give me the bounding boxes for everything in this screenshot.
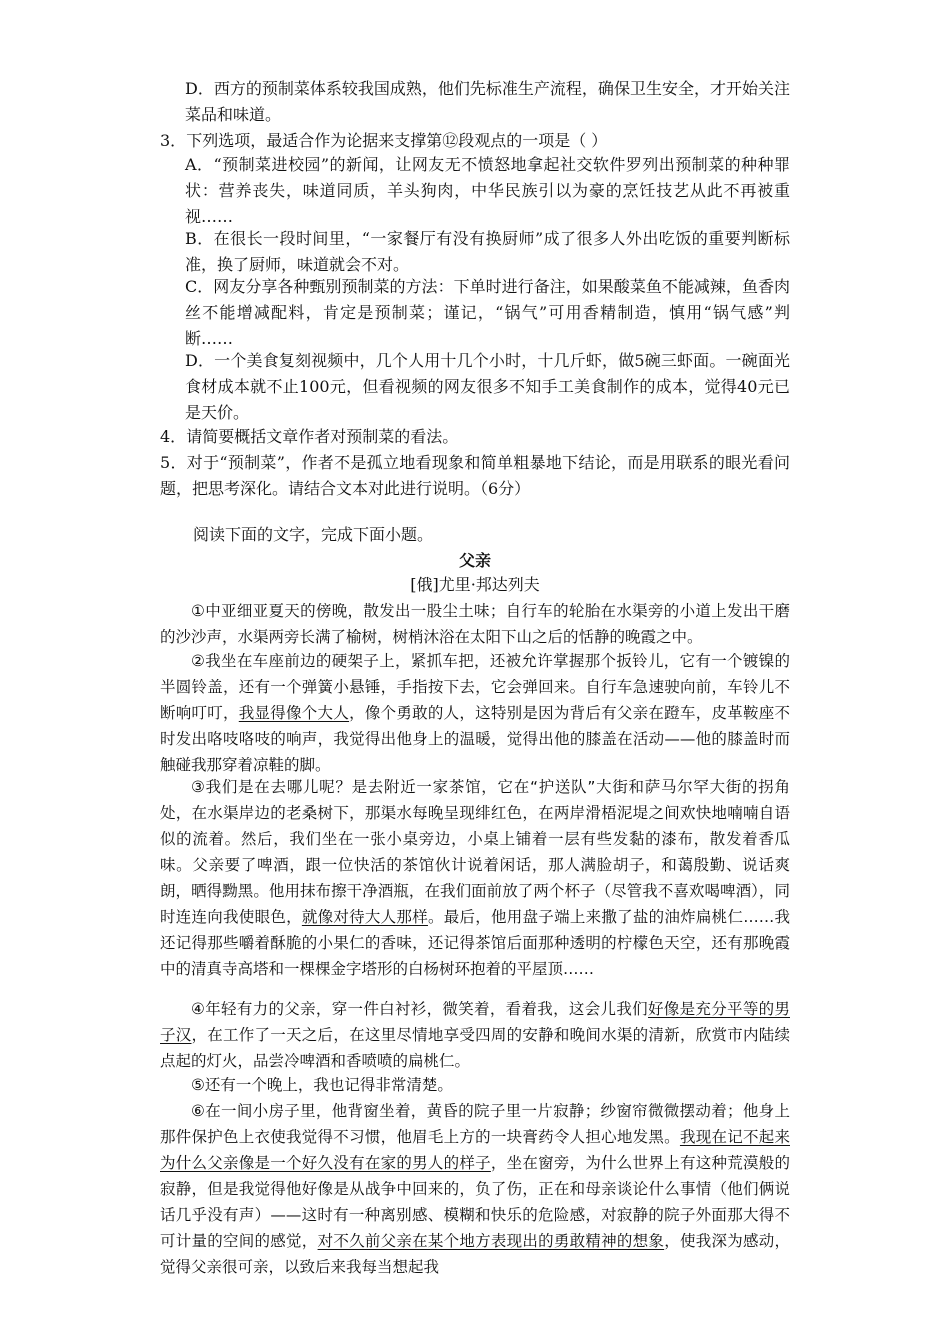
question-text: 对于“预制菜”，作者不是孤立地看现象和简单粗暴地下结论，而是用联系的眼光看问题，把思考深化。请结合文本对此进行说明。（6分）: [160, 453, 790, 498]
q3-stem: [160, 128, 790, 154]
story-title: 父亲: [458, 551, 491, 570]
story-author: [俄]尤里·邦达列夫: [410, 575, 540, 594]
paragraph-text: 。最后，他用盘子端上来撒了盐的油炸扁桃仁……我还记得那些嚼着酥脆的小果仁的香味，还记得茶馆后面那种透明的柠檬色天空，还有那晚霞中的清真寺高塔和一棵棵金字塔形的白杨树环抱着的平屋顶……: [160, 908, 790, 978]
story-paragraph-3: [160, 774, 790, 982]
underlined-phrase: 我显得像个大人: [238, 704, 350, 722]
option-label: A．: [185, 155, 214, 174]
story-paragraph-1: ①中亚细亚夏天的傍晚，散发出一股尘土味；自行车的轮胎在水渠旁的小道上发出干磨的沙沙声，水渠两旁长满了榆树，树梢沐浴在太阳下山之后的恬静的晚霞之中。: [160, 602, 790, 646]
question-number: 3．: [160, 131, 187, 150]
paragraph-text: ，在工作了一天之后，在这里尽情地享受四周的安静和晚间水渠的清新，欣赏市内陆续点起的灯火，品尝冷啤酒和香喷喷的扁桃仁。: [160, 1026, 790, 1070]
underlined-phrase: 就像对待大人那样: [301, 908, 428, 926]
underlined-phrase: 好像是充分平等的男子汉: [160, 1000, 790, 1044]
paragraph-text: ④年轻有力的父亲，穿一件白衬衫，微笑着，看着我，这会儿我们: [191, 1000, 648, 1018]
option-text: 在很长一段时间里，“一家餐厅有没有换厨师”成了很多人外出吃饭的重要判断标准，换了厨师，味道就会不对。: [185, 229, 790, 274]
underlined-phrase: 我现在记不起来为什么父亲像是一个好久没有在家的男人的样子: [160, 1128, 790, 1172]
question-number: 4．: [160, 427, 187, 446]
q2-option-d: [185, 76, 790, 128]
option-label: D．: [185, 351, 215, 370]
story-paragraph-2: [160, 648, 790, 778]
option-text: 网友分享各种甄别预制菜的方法：下单时进行备注，如果酸菜鱼不能减辣，鱼香肉丝不能增减配料，肯定是预制菜；谨记，“锅气”可用香精制造，慎用“锅气感”判断……: [185, 277, 790, 348]
reading-instruction: 阅读下面的文字，完成下面小题。: [193, 525, 434, 544]
q3-option-a: [185, 152, 790, 230]
option-label: D．: [185, 79, 214, 98]
question-text: 下列选项，最适合作为论据来支撑第⑫段观点的一项是（ ）: [186, 131, 608, 150]
option-text: 一个美食复刻视频中，几个人用十几个小时，十几斤虾，做5碗三虾面。一碗面光食材成本就不止100元，但看视频的网友很多不知手工美食制作的成本，觉得40元已是天价。: [185, 351, 790, 422]
paragraph-text: ⑥在一间小房子里，他背窗坐着，黄昏的院子里一片寂静；纱窗帘微微摆动着；他身上那件保护色上衣使我觉得不习惯，他眉毛上方的一块膏药令人担心地发黑。: [160, 1102, 790, 1146]
question-text: 请简要概括文章作者对预制菜的看法。: [186, 427, 459, 446]
paragraph-text: ，使我深为感动，觉得父亲很可亲，以致后来我每当想起我: [160, 1232, 790, 1276]
paragraph-text: ，像个勇敢的人，这特别是因为背后有父亲在蹬车，皮革鞍座不时发出咯吱咯吱的响声，我觉得出他身上的温暖，觉得出他的膝盖在活动——他的膝盖时而触碰我那穿着凉鞋的脚。: [160, 704, 790, 774]
underlined-phrase: 对不久前父亲在某个地方表现出的勇敢精神的想象: [317, 1232, 665, 1250]
option-label: B．: [185, 229, 214, 248]
option-text: “预制菜进校园”的新闻，让网友无不愤怒地拿起社交软件罗列出预制菜的种种罪状：营养丧失，味道同质，羊头狗肉，中华民族引以为豪的烹饪技艺从此不再被重视……: [185, 155, 790, 226]
question-number: 5．: [160, 453, 187, 472]
q3-option-c: [185, 274, 790, 352]
option-text: 西方的预制菜体系较我国成熟，他们先标准生产流程，确保卫生安全，才开始关注菜品和味道。: [185, 79, 790, 124]
q4: [160, 424, 790, 450]
paragraph-text: ，坐在窗旁，为什么世界上有这种荒漠般的寂静，但是我觉得他好像是从战争中回来的，负了伤，正在和母亲谈论什么事情（他们俩说话几乎没有声）——这时有一种离别感、模糊和快乐的危险感，对寂静的院子外面那大得不可计量的空间的感觉，: [160, 1154, 790, 1250]
option-label: C．: [185, 277, 214, 296]
story-paragraph-6: [160, 1098, 790, 1280]
q3-option-b: [185, 226, 790, 278]
story-paragraph-4: [160, 996, 790, 1074]
q3-option-d: [185, 348, 790, 426]
paragraph-text: ③我们是在去哪儿呢？是去附近一家茶馆，它在“护送队”大街和萨马尔罕大街的拐角处，在水渠岸边的老桑树下，那渠水每晚呈现绯红色，在两岸滑梧泥堤之间欢快地喃喃自语似的流着。然后，我们坐在一张小桌旁边，小桌上铺着一层有些发黏的漆布，散发着香瓜味。父亲要了啤酒，跟一位快活的茶馆伙计说着闲话，那人满脸胡子，和蔼殷勤、说话爽朗，晒得黝黑。他用抹布擦干净酒瓶，在我们面前放了两个杯子（尽管我不喜欢喝啤酒），同时连连向我使眼色，: [160, 778, 790, 926]
story-paragraph-5: ⑤还有一个晚上，我也记得非常清楚。: [191, 1076, 453, 1094]
paragraph-text: ②我坐在车座前边的硬架子上，紧抓车把，还被允许掌握那个扳铃儿，它有一个镀镍的半圆铃盖，还有一个弹簧小悬锤，手指按下去，它会弹回来。自行车急速驶向前，车铃儿不断响叮叮，: [160, 652, 790, 722]
q5: [160, 450, 790, 502]
